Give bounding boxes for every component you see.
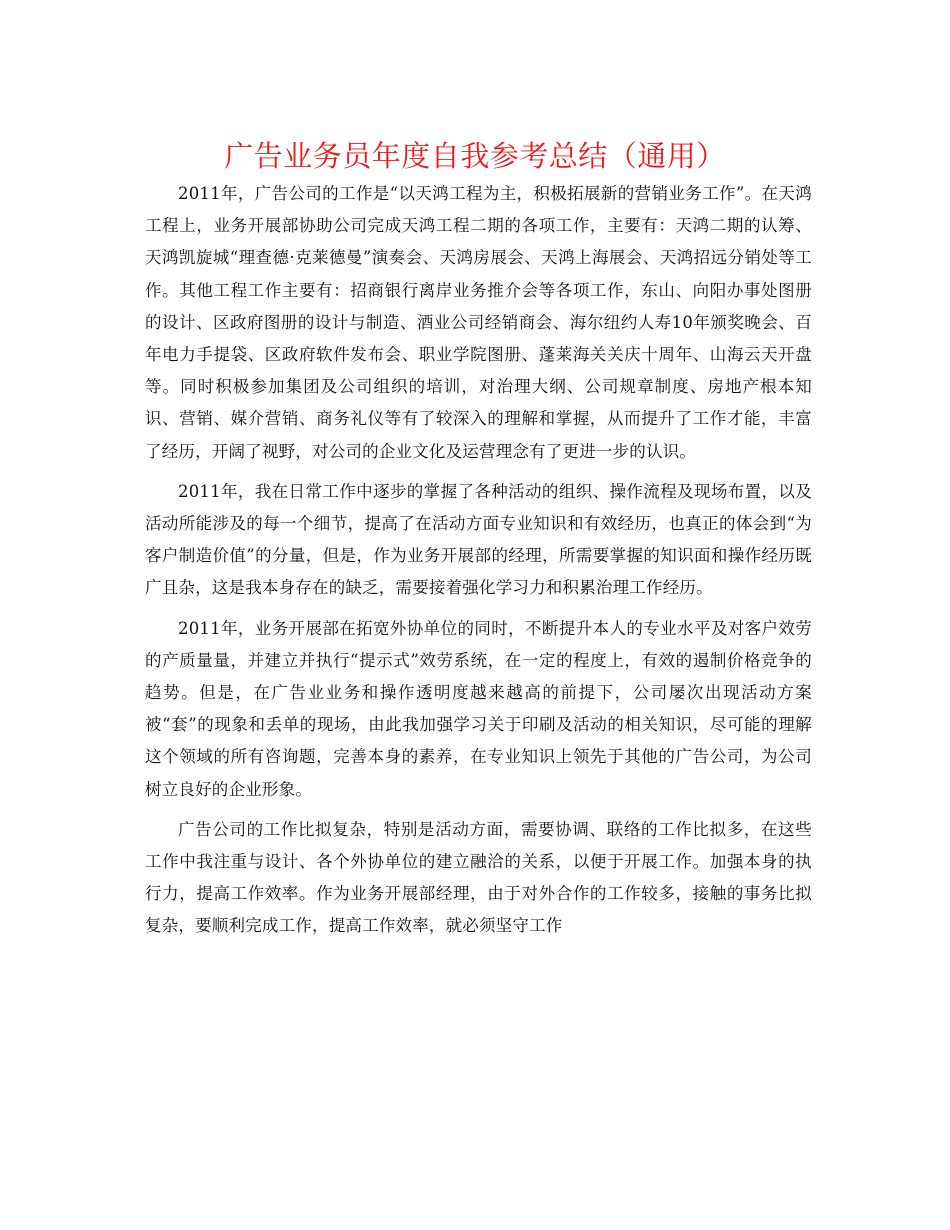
document-body: [145, 178, 812, 951]
paragraph-2: 2011年，我在日常工作中逐步的掌握了各种活动的组织、操作流程及现场布置，以及活动所能涉及的每一个细节，提高了在活动方面专业知识和有效经历，也真正的体会到“为客户制造价值”的分量，但是，作为业务开展部的经理，所需要掌握的知识面和操作经历既广且杂，这是我本身存在的缺乏，需要接着强化学习力和积累治理工作经历。: [145, 481, 812, 598]
document-title: 广告业务员年度自我参考总结（通用）: [224, 139, 726, 173]
paragraph-3: 2011年，业务开展部在拓宽外协单位的同时，不断提升本人的专业水平及对客户效劳的产质量量，并建立并执行“提示式”效劳系统，在一定的程度上，有效的遏制价格竞争的趋势。但是，在广告业业务和操作透明度越来越高的前提下，公司屡次出现活动方案被“套”的现象和丢单的现场，由此我加强学习关于印刷及活动的相关知识，尽可能的理解这个领域的所有咨询题，完善本身的素养，在专业知识上领先于其他的广告公司，为公司树立良好的企业形象。: [145, 618, 812, 799]
paragraph-1: 2011年，广告公司的工作是“以天鸿工程为主，积极拓展新的营销业务工作”。在天鸿工程上，业务开展部协助公司完成天鸿工程二期的各项工作，主要有：天鸿二期的认筹、天鸿凯旋城“理查德·克莱德曼”演奏会、天鸿房展会、天鸿上海展会、天鸿招远分销处等工作。其他工程工作主要有：招商银行离岸业务推介会等各项工作，东山、向阳办事处图册的设计、区政府图册的设计与制造、酒业公司经销商会、海尔纽约人寿10年颁奖晚会、百年电力手提袋、区政府软件发布会、职业学院图册、蓬莱海关关庆十周年、山海云天开盘等。同时积极参加集团及公司组织的培训，对治理大纲、公司规章制度、房地产根本知识、营销、媒介营销、商务礼仪等有了较深入的理解和掌握，从而提升了工作才能，丰富了经历，开阔了视野，对公司的企业文化及运营理念有了更进一步的认识。: [145, 184, 812, 461]
paragraph-4: 广告公司的工作比拟复杂，特别是活动方面，需要协调、联络的工作比拟多，在这些工作中我注重与设计、各个外协单位的建立融洽的关系，以便于开展工作。加强本身的执行力，提高工作效率。作为业务开展部经理，由于对外合作的工作较多，接触的事务比拟复杂，要顺利完成工作，提高工作效率，就必须坚守工作: [145, 819, 812, 936]
